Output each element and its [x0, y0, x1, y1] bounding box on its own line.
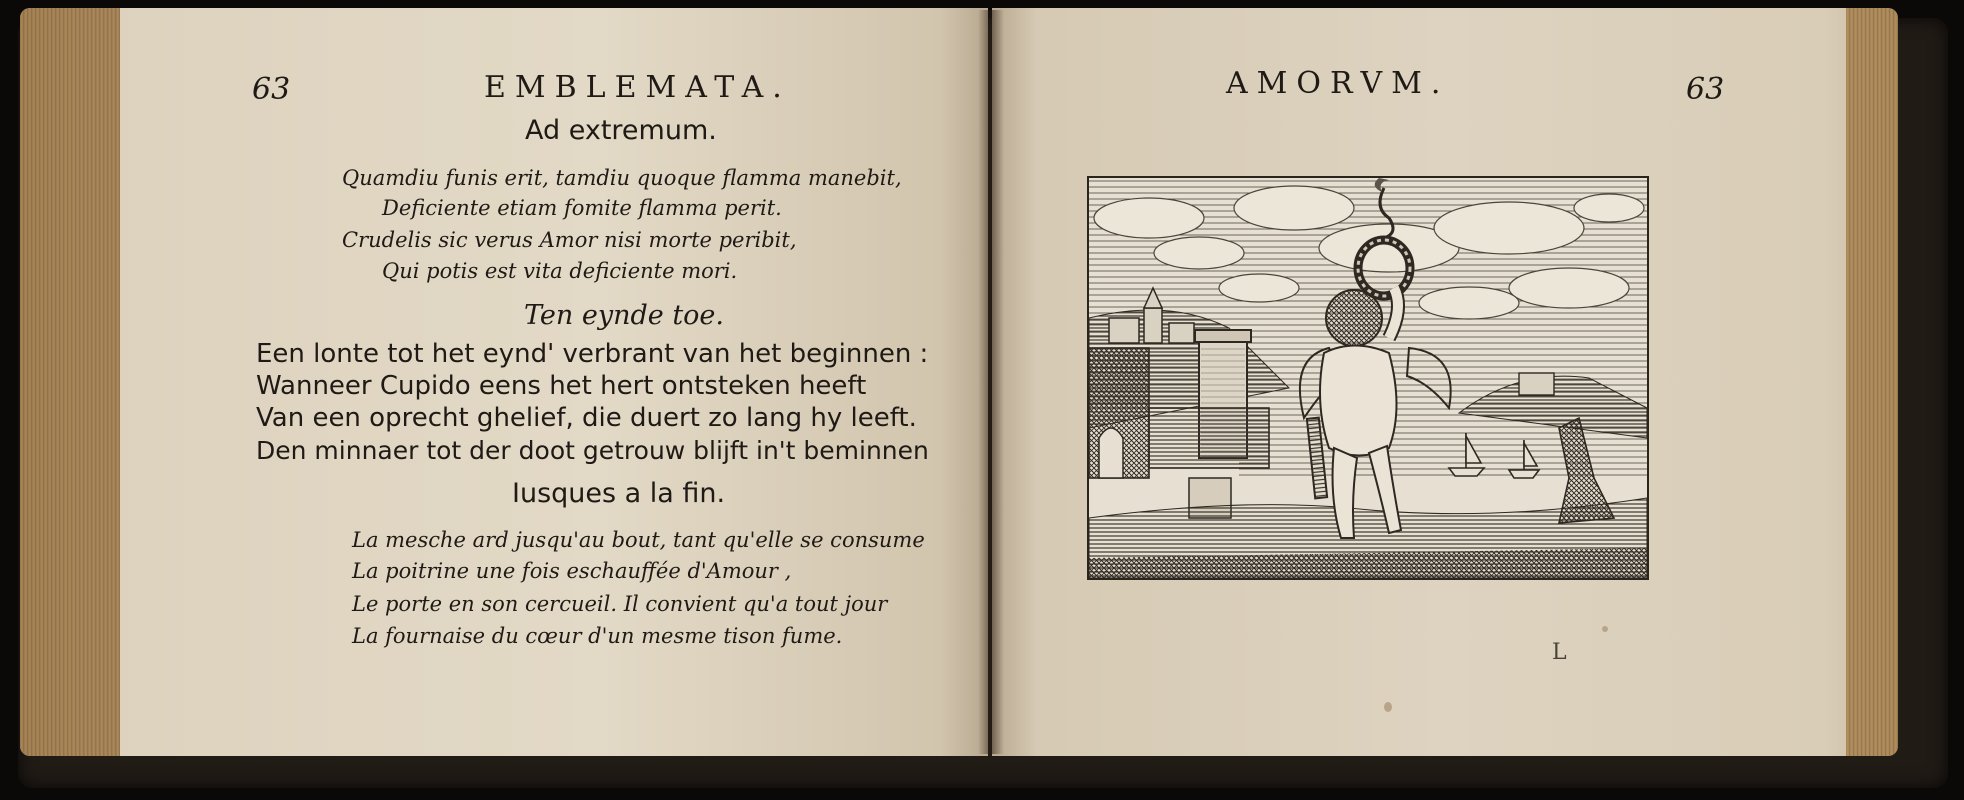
cupid-holding-burning-wreath-engraving — [1087, 176, 1649, 580]
latin-verse-line-3: Crudelis sic verus Amor nisi morte peribit, — [342, 228, 797, 252]
right-page-edges — [1846, 8, 1898, 756]
right-running-head: AMORVM. — [1226, 66, 1450, 101]
paper-stain — [1602, 626, 1608, 632]
dutch-verse-line-3: Van een oprecht ghelief, die duert zo lang hy leeft. — [256, 403, 917, 433]
signature-mark: L — [1552, 640, 1567, 665]
french-verse-line-4: La fournaise du cœur d'un mesme tison fume. — [352, 624, 843, 648]
right-page-number: 63 — [1686, 72, 1725, 107]
french-verse-line-2: La poitrine une fois eschauffée d'Amour , — [352, 559, 792, 583]
book-gutter — [978, 10, 1004, 754]
latin-verse-line-1: Quamdiu funis erit, tamdiu quoque flamma manebit, — [342, 166, 902, 190]
dutch-heading: Ten eynde toe. — [524, 300, 724, 331]
dutch-verse-line-4: Den minnaer tot der doot getrouw blijft in't beminnen — [256, 436, 929, 465]
latin-verse-line-4: Qui potis est vita deficiente mori. — [382, 259, 738, 283]
paper-stain — [1384, 702, 1392, 712]
french-heading: Iusques a la fin. — [512, 478, 726, 509]
latin-verse-line-2: Deficiente etiam fomite flamma perit. — [382, 196, 782, 220]
dutch-verse-line-1: Een lonte tot het eynd' verbrant van het beginnen : — [256, 339, 929, 369]
latin-heading: Ad extremum. — [525, 115, 717, 146]
french-verse-line-3: Le porte en son cercueil. Il convient qu'a tout jour — [352, 592, 888, 616]
dutch-verse-line-2: Wanneer Cupido eens het hert ontsteken heeft — [256, 371, 867, 401]
left-page-number: 63 — [252, 72, 291, 107]
left-running-head: EMBLEMATA. — [484, 70, 791, 105]
french-verse-line-1: La mesche ard jusqu'au bout, tant qu'elle se consume — [352, 528, 925, 552]
left-page-edges — [20, 8, 120, 756]
